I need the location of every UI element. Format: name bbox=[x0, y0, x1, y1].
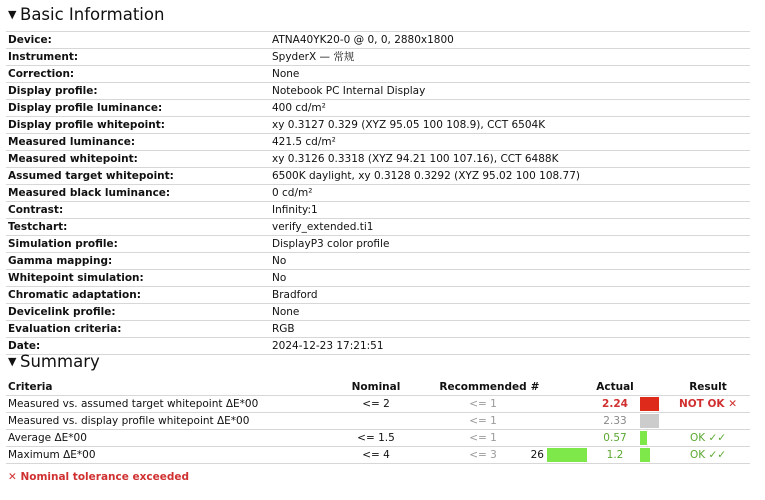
recommended-cell: <= 1 bbox=[469, 415, 497, 427]
actual-swatch bbox=[640, 447, 659, 463]
info-row bbox=[6, 66, 750, 83]
info-label: Assumed target whitepoint: bbox=[8, 170, 174, 182]
summary-header-row bbox=[6, 379, 750, 396]
summary-title: Summary bbox=[20, 352, 100, 371]
summary-row bbox=[6, 447, 750, 464]
result-cell: OK ✓✓ bbox=[689, 432, 727, 444]
summary-row bbox=[6, 430, 750, 447]
criteria-cell: Measured vs. display profile whitepoint ΔE*00 bbox=[8, 415, 250, 427]
info-row bbox=[6, 236, 750, 253]
actual-cell: 2.24 bbox=[602, 398, 628, 410]
info-row bbox=[6, 253, 750, 270]
actual-swatch-fill bbox=[640, 431, 647, 445]
result-cell: OK ✓✓ bbox=[689, 449, 727, 461]
count-cell: 26 bbox=[530, 449, 544, 461]
info-row bbox=[6, 185, 750, 202]
info-label: Display profile: bbox=[8, 85, 98, 97]
collapse-triangle-icon[interactable]: ▼ bbox=[8, 355, 17, 368]
info-value: verify_extended.ti1 bbox=[272, 221, 374, 233]
header-recommended: Recommended bbox=[439, 381, 527, 393]
info-value: xy 0.3127 0.329 (XYZ 95.05 100 108.9), CCT 6504K bbox=[272, 119, 546, 131]
info-row bbox=[6, 321, 750, 338]
info-value: None bbox=[272, 68, 300, 80]
info-row bbox=[6, 202, 750, 219]
recommended-cell: <= 1 bbox=[469, 398, 497, 410]
recommended-cell: <= 3 bbox=[469, 449, 497, 461]
info-label: Date: bbox=[8, 340, 41, 352]
info-value: 400 cd/m² bbox=[272, 102, 326, 114]
info-label: Contrast: bbox=[8, 204, 64, 216]
nominal-tolerance-note: ✕ Nominal tolerance exceeded bbox=[8, 471, 190, 483]
criteria-cell: Maximum ΔE*00 bbox=[8, 449, 96, 461]
basic-information-heading[interactable] bbox=[8, 5, 164, 24]
info-value: None bbox=[272, 306, 300, 318]
info-label: Gamma mapping: bbox=[8, 255, 113, 267]
nominal-cell: <= 4 bbox=[362, 449, 390, 461]
summary-row bbox=[6, 413, 750, 430]
criteria-cell: Average ΔE*00 bbox=[8, 432, 87, 444]
nominal-cell bbox=[328, 413, 424, 429]
info-label: Measured whitepoint: bbox=[8, 153, 138, 165]
info-row bbox=[6, 304, 750, 321]
info-value: Bradford bbox=[272, 289, 318, 301]
info-value: No bbox=[272, 272, 287, 284]
info-label: Whitepoint simulation: bbox=[8, 272, 144, 284]
count-cell bbox=[516, 430, 544, 446]
actual-cell: 2.33 bbox=[603, 415, 627, 427]
info-label: Device: bbox=[8, 34, 52, 46]
info-value: Notebook PC Internal Display bbox=[272, 85, 426, 97]
info-row bbox=[6, 151, 750, 168]
info-value: RGB bbox=[272, 323, 295, 335]
result-cell: NOT OK ✕ bbox=[678, 398, 738, 410]
info-label: Display profile whitepoint: bbox=[8, 119, 165, 131]
info-row bbox=[6, 338, 750, 355]
info-row bbox=[6, 134, 750, 151]
info-value: 2024-12-23 17:21:51 bbox=[272, 340, 384, 352]
count-cell bbox=[516, 413, 544, 429]
actual-cell: 1.2 bbox=[606, 449, 624, 461]
info-label: Devicelink profile: bbox=[8, 306, 116, 318]
nominal-cell: <= 2 bbox=[362, 398, 390, 410]
summary-row bbox=[6, 396, 750, 413]
info-row bbox=[6, 83, 750, 100]
collapse-triangle-icon[interactable]: ▼ bbox=[8, 8, 17, 21]
info-row bbox=[6, 270, 750, 287]
info-label: Display profile luminance: bbox=[8, 102, 163, 114]
header-actual: Actual bbox=[596, 381, 634, 393]
summary-table bbox=[6, 379, 750, 464]
info-row bbox=[6, 117, 750, 134]
info-row bbox=[6, 168, 750, 185]
actual-swatch-fill bbox=[640, 448, 650, 462]
info-value: 421.5 cd/m² bbox=[272, 136, 336, 148]
info-value: 0 cd/m² bbox=[272, 187, 313, 199]
info-value: ATNA40YK20-0 @ 0, 0, 2880x1800 bbox=[272, 34, 454, 46]
info-label: Simulation profile: bbox=[8, 238, 118, 250]
info-value: No bbox=[272, 255, 287, 267]
info-label: Testchart: bbox=[8, 221, 68, 233]
info-value: Infinity:1 bbox=[272, 204, 318, 216]
info-label: Instrument: bbox=[8, 51, 79, 63]
header-result: Result bbox=[689, 381, 727, 393]
info-row bbox=[6, 31, 750, 49]
result-cell bbox=[660, 413, 756, 429]
nominal-cell: <= 1.5 bbox=[357, 432, 395, 444]
info-row bbox=[6, 49, 750, 66]
header-nominal: Nominal bbox=[351, 381, 401, 393]
info-value: SpyderX — 常规 bbox=[272, 51, 355, 63]
header-count: # bbox=[530, 381, 540, 393]
actual-swatch bbox=[640, 430, 659, 446]
info-row bbox=[6, 287, 750, 304]
basic-information-title: Basic Information bbox=[20, 5, 165, 24]
info-row bbox=[6, 100, 750, 117]
recommended-cell: <= 1 bbox=[469, 432, 497, 444]
actual-swatch-fill bbox=[640, 397, 659, 411]
basic-information-table bbox=[6, 31, 750, 355]
info-row bbox=[6, 219, 750, 236]
actual-swatch-fill bbox=[640, 414, 659, 428]
count-cell bbox=[516, 396, 544, 412]
header-criteria: Criteria bbox=[8, 381, 53, 393]
summary-body bbox=[6, 396, 750, 464]
info-value: xy 0.3126 0.3318 (XYZ 94.21 100 107.16), CCT 6488K bbox=[272, 153, 559, 165]
info-value: 6500K daylight, xy 0.3128 0.3292 (XYZ 95.02 100 108.77) bbox=[272, 170, 580, 182]
actual-swatch bbox=[640, 413, 659, 429]
criteria-cell: Measured vs. assumed target whitepoint ΔE*00 bbox=[8, 398, 259, 410]
info-label: Evaluation criteria: bbox=[8, 323, 122, 335]
info-label: Correction: bbox=[8, 68, 75, 80]
actual-swatch bbox=[640, 396, 659, 412]
info-label: Chromatic adaptation: bbox=[8, 289, 141, 301]
info-value: DisplayP3 color profile bbox=[272, 238, 390, 250]
info-label: Measured luminance: bbox=[8, 136, 136, 148]
summary-heading[interactable] bbox=[8, 352, 100, 371]
info-label: Measured black luminance: bbox=[8, 187, 171, 199]
actual-cell: 0.57 bbox=[603, 432, 627, 444]
